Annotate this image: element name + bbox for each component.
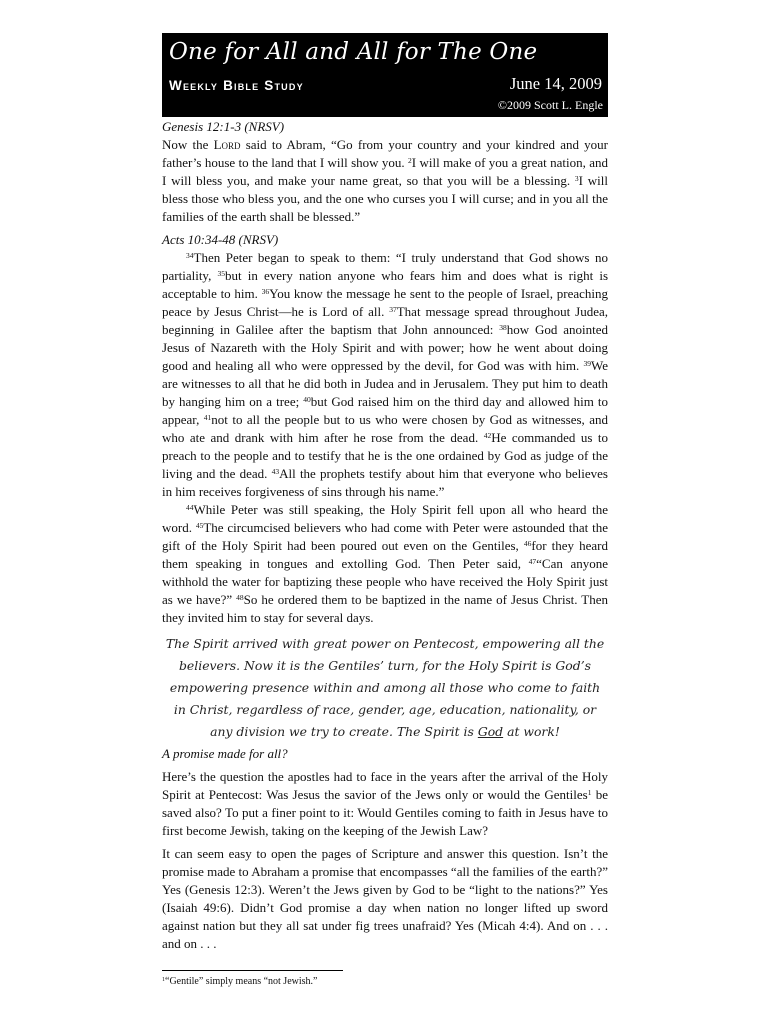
passage-text: That message spread throughout Judea, beginning in Galilee after the baptism that John announced: (162, 304, 608, 337)
verse-number: 2 (408, 156, 412, 165)
footnote-marker: 1 (587, 788, 592, 797)
verse-number: 47 (528, 557, 537, 566)
pull-quote-underlined: God (477, 724, 504, 739)
verse-number: 42 (483, 431, 492, 440)
paragraph-1 (162, 768, 608, 840)
passage-text: Then Peter began to speak to them: “I truly understand that God shows no partiality, (162, 250, 608, 283)
verse-number: 38 (499, 323, 507, 332)
genesis-reference: Genesis 12:1-3 (NRSV) (162, 119, 285, 134)
verse-number: 39 (583, 359, 591, 368)
passage-text: While Peter was still speaking, the Holy Spirit fell upon all who heard the word. (162, 502, 608, 535)
acts-passage-part1 (162, 249, 608, 501)
header-banner (162, 33, 608, 117)
verse-number: 40 (303, 395, 311, 404)
passage-text: So he ordered them to be baptized in the name of Jesus Christ. Then they invited him to stay for several days. (162, 592, 608, 625)
pull-quote-text: The Spirit arrived with great power on Pentecost, empowering all the believers. Now it is the Gentiles’ turn, for the Holy Spirit is God’s empowering presence within and among all those who come to faith in Christ, regardless of race, gender, age, education, nationality, or any division we try to create. The Spirit is (165, 636, 605, 739)
document-title: One for All and All for The One (169, 39, 538, 65)
footnote-divider (162, 970, 343, 971)
verse-number: 48 (236, 593, 244, 602)
document-date: June 14, 2009 (509, 74, 602, 93)
passage-text: All the prophets testify about him that everyone who believes in him receives forgiveness of sins through his name.” (162, 466, 608, 499)
passage-text: He commanded us to preach to the people and to testify that he is the one ordained by God as judge of the living and the dead. (162, 430, 608, 481)
verse-number: 3 (574, 174, 579, 183)
passage-text: “Can anyone withhold the water for baptizing these people who have received the Holy Spirit just as we have?” (162, 556, 608, 607)
genesis-passage (162, 136, 608, 226)
paragraph-text: Here’s the question the apostles had to face in the years after the arrival of the Holy Spirit at Pentecost: Was Jesus the savior of the Jews only or would the Gentiles (162, 769, 608, 802)
passage-text: but in every nation anyone who fears him and does what is right is acceptable to him. (162, 268, 608, 301)
verse-number: 35 (217, 269, 225, 278)
acts-reference: Acts 10:34-48 (NRSV) (162, 232, 279, 247)
paragraph-2: It can seem easy to open the pages of Scripture and answer this question. Isn’t the promise made to Abraham a promise that encompasses “all the families of the earth?” Yes (Genesis 12:3). Weren’t the Jews given by God to be “light to the nations?” Yes (Isaiah 49:6). Didn’t God promise a day when nation no longer lifted up sword against nation but they all sat under fig trees unafraid? Yes (Micah 4:4). And on . . . and on . . . (162, 846, 608, 951)
passage-text: how God anointed Jesus of Nazareth with the Holy Spirit and with power; how he went about doing good and healing all who were oppressed by the devil, for God was with him. (162, 322, 608, 373)
footnote-text: “Gentile” simply means “not Jewish.” (165, 976, 318, 987)
document-body (162, 118, 608, 953)
document-subtitle: Weekly Bible Study (169, 78, 304, 93)
verse-number: 44 (186, 503, 194, 512)
verse-number: 36 (261, 287, 270, 296)
passage-text: for they heard them speaking in tongues and extolling God. Then Peter said, (162, 538, 608, 571)
footnote (162, 976, 317, 987)
passage-text: You know the message he sent to the people of Israel, preaching peace by Jesus Christ—he is Lord of all. (162, 286, 609, 319)
lord-small-caps: Lord (213, 137, 241, 152)
verse-number: 37 (389, 305, 397, 314)
section-heading: A promise made for all? (162, 746, 288, 761)
copyright: ©2009 Scott L. Engle (497, 98, 603, 112)
verse-number: 46 (523, 539, 532, 548)
acts-passage-part2 (162, 501, 608, 627)
verse-number: 45 (195, 521, 204, 530)
passage-text: The circumcised believers who had come with Peter were astounded that the gift of the Holy Spirit had been poured out even on the Gentiles, (162, 520, 608, 553)
pull-quote (162, 633, 608, 743)
passage-text: We are witnesses to all that he did both in Judea and in Jerusalem. They put him to death by hanging him on a tree; (162, 358, 608, 409)
paragraph-text: be saved also? To put a finer point to it: Would Gentiles coming to faith in Jesus have to first become Jewish, taking on the keeping of the Jewish Law? (162, 787, 608, 838)
passage-text: said to Abram, “Go from your country and your kindred and your father’s house to the land that I will show you. (162, 137, 608, 170)
verse-number: 41 (203, 413, 212, 422)
pull-quote-end: at work! (503, 724, 560, 739)
passage-text: not to all the people but to us who were chosen by God as witnesses, and who ate and drank with him after he rose from the dead. (162, 412, 608, 445)
footnote-number: 1 (162, 977, 165, 983)
passage-text: I will make of you a great nation, and I will bless you, and make your name great, so that you will be a blessing. (162, 155, 608, 188)
passage-text: but God raised him on the third day and allowed him to appear, (162, 394, 608, 427)
passage-text: I will bless those who bless you, and the one who curses you I will curse; and in you all the families of the earth shall be blessed.” (162, 173, 608, 224)
passage-text: Now the (162, 137, 214, 152)
verse-number: 34 (186, 251, 194, 260)
verse-number: 43 (271, 467, 280, 476)
